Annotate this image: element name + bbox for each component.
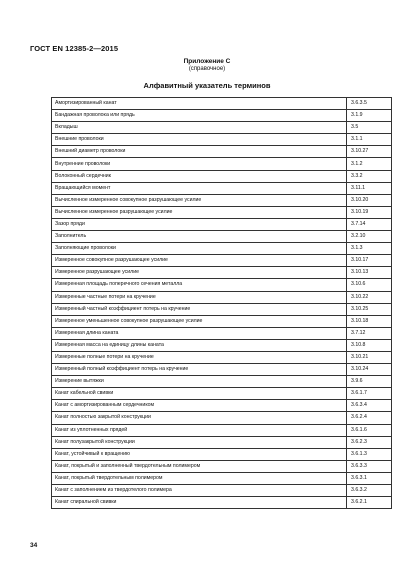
section-ref-cell: 3.10.8 bbox=[347, 339, 392, 351]
term-cell: Заполняющие проволоки bbox=[52, 243, 347, 255]
section-ref-cell: 3.1.2 bbox=[347, 158, 392, 170]
term-cell: Зазор пряди bbox=[52, 218, 347, 230]
table-row bbox=[52, 122, 392, 134]
table-row bbox=[52, 485, 392, 497]
term-cell: Канат, покрытый твердотельным полимером bbox=[52, 472, 347, 484]
term-cell: Измеренная длина каната bbox=[52, 327, 347, 339]
section-ref-cell: 3.6.2.4 bbox=[347, 412, 392, 424]
table-row bbox=[52, 255, 392, 267]
section-ref-cell: 3.10.20 bbox=[347, 194, 392, 206]
table-row bbox=[52, 110, 392, 122]
document-standard-header: ГОСТ EN 12385-2—2015 bbox=[30, 44, 119, 53]
section-ref-cell: 3.1.3 bbox=[347, 243, 392, 255]
table-row bbox=[52, 315, 392, 327]
term-cell: Измеренное совокупное разрушающее усилие bbox=[52, 255, 347, 267]
section-ref-cell: 3.11.1 bbox=[347, 182, 392, 194]
terms-index-table bbox=[51, 97, 392, 509]
appendix-title: Приложение С bbox=[183, 58, 231, 65]
term-cell: Измерение вытяжки bbox=[52, 376, 347, 388]
table-row bbox=[52, 291, 392, 303]
table-row bbox=[52, 158, 392, 170]
section-ref-cell: 3.10.17 bbox=[347, 255, 392, 267]
section-ref-cell: 3.10.18 bbox=[347, 315, 392, 327]
table-row bbox=[52, 388, 392, 400]
page-number: 34 bbox=[30, 542, 38, 549]
section-ref-cell: 3.6.1.7 bbox=[347, 388, 392, 400]
table-row bbox=[52, 460, 392, 472]
term-cell: Канат с заполнением из твердотелого полимера bbox=[52, 485, 347, 497]
term-cell: Внешний диаметр проволоки bbox=[52, 146, 347, 158]
term-cell: Вычисленное измеренное разрушающее усилие bbox=[52, 206, 347, 218]
table-row bbox=[52, 339, 392, 351]
term-cell: Канат с амортизированным сердечником bbox=[52, 400, 347, 412]
section-ref-cell: 3.2.10 bbox=[347, 231, 392, 243]
section-ref-cell: 3.6.3.2 bbox=[347, 485, 392, 497]
table-row bbox=[52, 448, 392, 460]
table-row bbox=[52, 303, 392, 315]
terms-table-body bbox=[52, 98, 392, 509]
term-cell: Волоконный сердечник bbox=[52, 170, 347, 182]
table-row bbox=[52, 472, 392, 484]
section-ref-cell: 3.9.6 bbox=[347, 376, 392, 388]
term-cell: Вращающийся момент bbox=[52, 182, 347, 194]
section-ref-cell: 3.10.21 bbox=[347, 351, 392, 363]
table-row bbox=[52, 231, 392, 243]
section-ref-cell: 3.6.1.6 bbox=[347, 424, 392, 436]
term-cell: Амортизированный канат bbox=[52, 98, 347, 110]
term-cell: Канат кабельной свивки bbox=[52, 388, 347, 400]
term-cell: Канат, устойчивый к вращению bbox=[52, 448, 347, 460]
term-cell: Канат из уплотненных прядей bbox=[52, 424, 347, 436]
table-row bbox=[52, 267, 392, 279]
table-row bbox=[52, 206, 392, 218]
table-row bbox=[52, 364, 392, 376]
section-ref-cell: 3.10.19 bbox=[347, 206, 392, 218]
section-ref-cell: 3.10.22 bbox=[347, 291, 392, 303]
table-row bbox=[52, 170, 392, 182]
term-cell: Измеренный частный коэффициент потерь на кручение bbox=[52, 303, 347, 315]
table-row bbox=[52, 146, 392, 158]
table-row bbox=[52, 194, 392, 206]
term-cell: Вычисленное измеренное совокупное разрушающее усилие bbox=[52, 194, 347, 206]
term-cell: Измеренная площадь поперечного сечения металла bbox=[52, 279, 347, 291]
term-cell: Измеренные полные потери на кручение bbox=[52, 351, 347, 363]
term-cell: Канат спиральной свивки bbox=[52, 497, 347, 509]
table-row bbox=[52, 497, 392, 509]
table-row bbox=[52, 327, 392, 339]
table-row bbox=[52, 424, 392, 436]
section-ref-cell: 3.10.27 bbox=[347, 146, 392, 158]
table-row bbox=[52, 279, 392, 291]
table-row bbox=[52, 134, 392, 146]
section-ref-cell: 3.10.25 bbox=[347, 303, 392, 315]
section-ref-cell: 3.10.13 bbox=[347, 267, 392, 279]
term-cell: Внешние проволоки bbox=[52, 134, 347, 146]
section-ref-cell: 3.6.3.3 bbox=[347, 460, 392, 472]
section-ref-cell: 3.6.3.4 bbox=[347, 400, 392, 412]
table-row bbox=[52, 412, 392, 424]
table-row bbox=[52, 243, 392, 255]
term-cell: Канат полузакрытой конструкции bbox=[52, 436, 347, 448]
section-ref-cell: 3.6.1.3 bbox=[347, 448, 392, 460]
section-ref-cell: 3.1.1 bbox=[347, 134, 392, 146]
section-ref-cell: 3.5 bbox=[347, 122, 392, 134]
table-row bbox=[52, 376, 392, 388]
term-cell: Измеренный полный коэффициент потерь на кручение bbox=[52, 364, 347, 376]
term-cell: Заполнитель bbox=[52, 231, 347, 243]
term-cell: Канат полностью закрытой конструкции bbox=[52, 412, 347, 424]
section-ref-cell: 3.6.3.1 bbox=[347, 472, 392, 484]
table-row bbox=[52, 400, 392, 412]
term-cell: Измеренные частные потери на кручение bbox=[52, 291, 347, 303]
table-row bbox=[52, 182, 392, 194]
table-row bbox=[52, 436, 392, 448]
index-title: Алфавитный указатель терминов bbox=[143, 81, 271, 90]
section-ref-cell: 3.7.14 bbox=[347, 218, 392, 230]
section-ref-cell: 3.1.9 bbox=[347, 110, 392, 122]
table-row bbox=[52, 98, 392, 110]
section-ref-cell: 3.10.6 bbox=[347, 279, 392, 291]
section-ref-cell: 3.10.24 bbox=[347, 364, 392, 376]
term-cell: Бандажная проволока или прядь bbox=[52, 110, 347, 122]
appendix-subtitle: (справочное) bbox=[188, 66, 226, 72]
section-ref-cell: 3.6.2.3 bbox=[347, 436, 392, 448]
term-cell: Внутренние проволоки bbox=[52, 158, 347, 170]
section-ref-cell: 3.6.3.5 bbox=[347, 98, 392, 110]
section-ref-cell: 3.7.12 bbox=[347, 327, 392, 339]
section-ref-cell: 3.3.2 bbox=[347, 170, 392, 182]
term-cell: Канат, покрытый и заполненный твердотельным полимером bbox=[52, 460, 347, 472]
term-cell: Вкладыш bbox=[52, 122, 347, 134]
term-cell: Измеренное разрушающее усилие bbox=[52, 267, 347, 279]
section-ref-cell: 3.6.2.1 bbox=[347, 497, 392, 509]
term-cell: Измеренная масса на единицу длины каната bbox=[52, 339, 347, 351]
table-row bbox=[52, 351, 392, 363]
term-cell: Измеренное уменьшенное совокупное разрушающее усилие bbox=[52, 315, 347, 327]
table-row bbox=[52, 218, 392, 230]
